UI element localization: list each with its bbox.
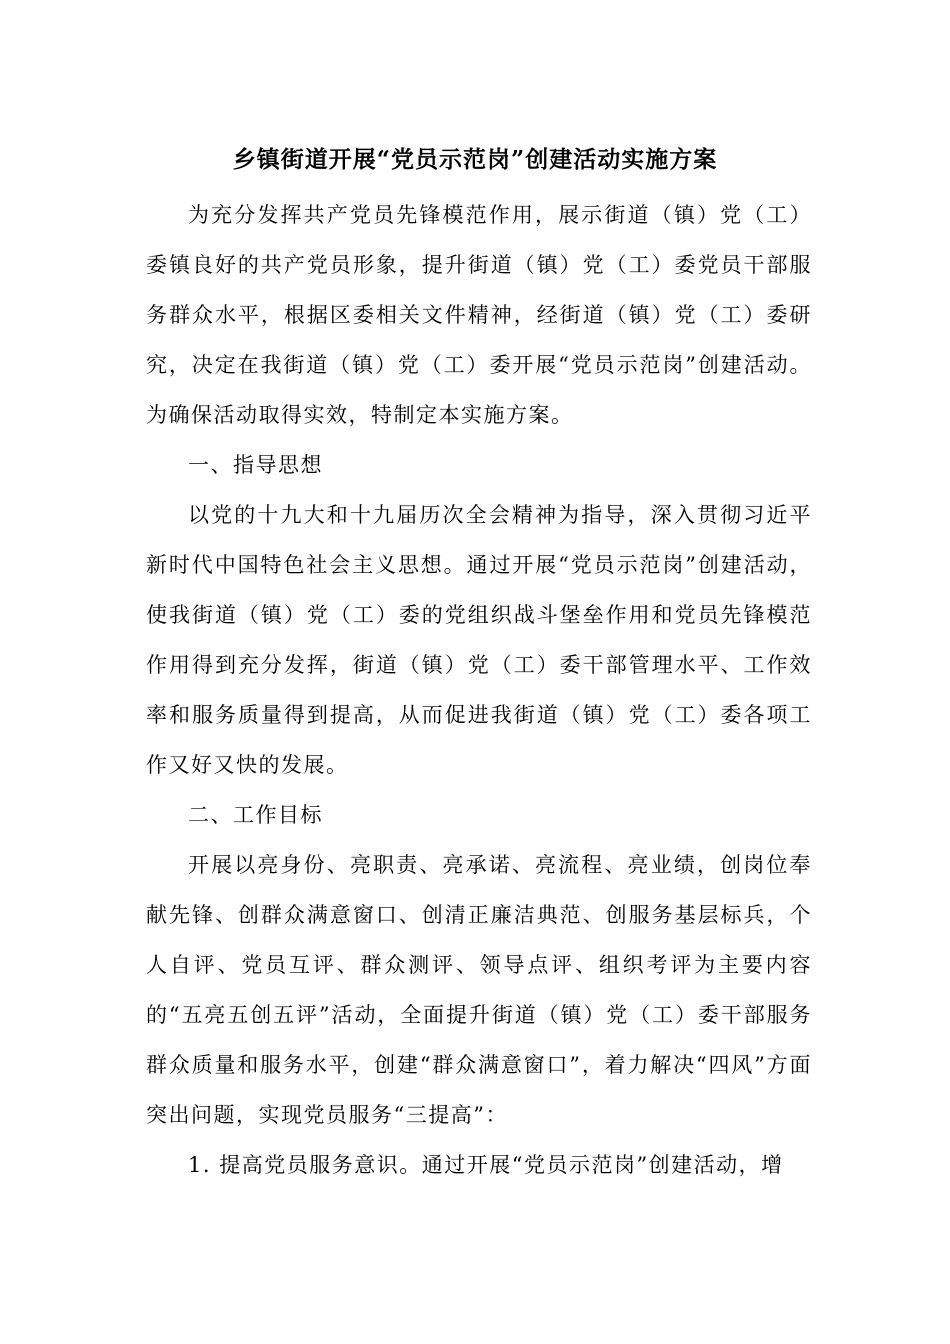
work-goals-paragraph: 开展以亮身份、亮职责、亮承诺、亮流程、亮业绩，创岗位奉献先锋、创群众满意窗口、创清正廉洁典范、创服务基层标兵，个人自评、党员互评、群众测评、领导点评、组织考评为主要内容的“五亮五创五评”活动，全面提升街道（镇）党（工）委干部服务群众质量和服务水平，创建“群众满意窗口”，着力解决“四风”方面突出问题，实现党员服务“三提高”： <box>146 853 812 1127</box>
section-heading-work-goals: 二、工作目标 <box>188 803 323 827</box>
document-title: 乡镇街道开展“党员示范岗”创建活动实施方案 <box>232 146 718 173</box>
section-heading-guiding-thought: 一、指导思想 <box>188 453 323 477</box>
list-item-1-paragraph: 1. 提高党员服务意识。通过开展“党员示范岗”创建活动，增 <box>188 1153 784 1177</box>
intro-paragraph: 为充分发挥共产党员先锋模范作用，展示街道（镇）党（工）委镇良好的共产党员形象，提升街道（镇）党（工）委党员干部服务群众水平，根据区委相关文件精神，经街道（镇）党（工）委研究，决定在我街道（镇）党（工）委开展“党员示范岗”创建活动。为确保活动取得实效，特制定本实施方案。 <box>146 203 812 427</box>
document-body <box>146 190 812 1190</box>
guiding-thought-paragraph: 以党的十九大和十九届历次全会精神为指导，深入贯彻习近平新时代中国特色社会主义思想。通过开展“党员示范岗”创建活动，使我街道（镇）党（工）委的党组织战斗堡垒作用和党员先锋模范作用得到充分发挥，街道（镇）党（工）委干部管理水平、工作效率和服务质量得到提高，从而促进我街道（镇）党（工）委各项工作又好又快的发展。 <box>146 503 812 777</box>
